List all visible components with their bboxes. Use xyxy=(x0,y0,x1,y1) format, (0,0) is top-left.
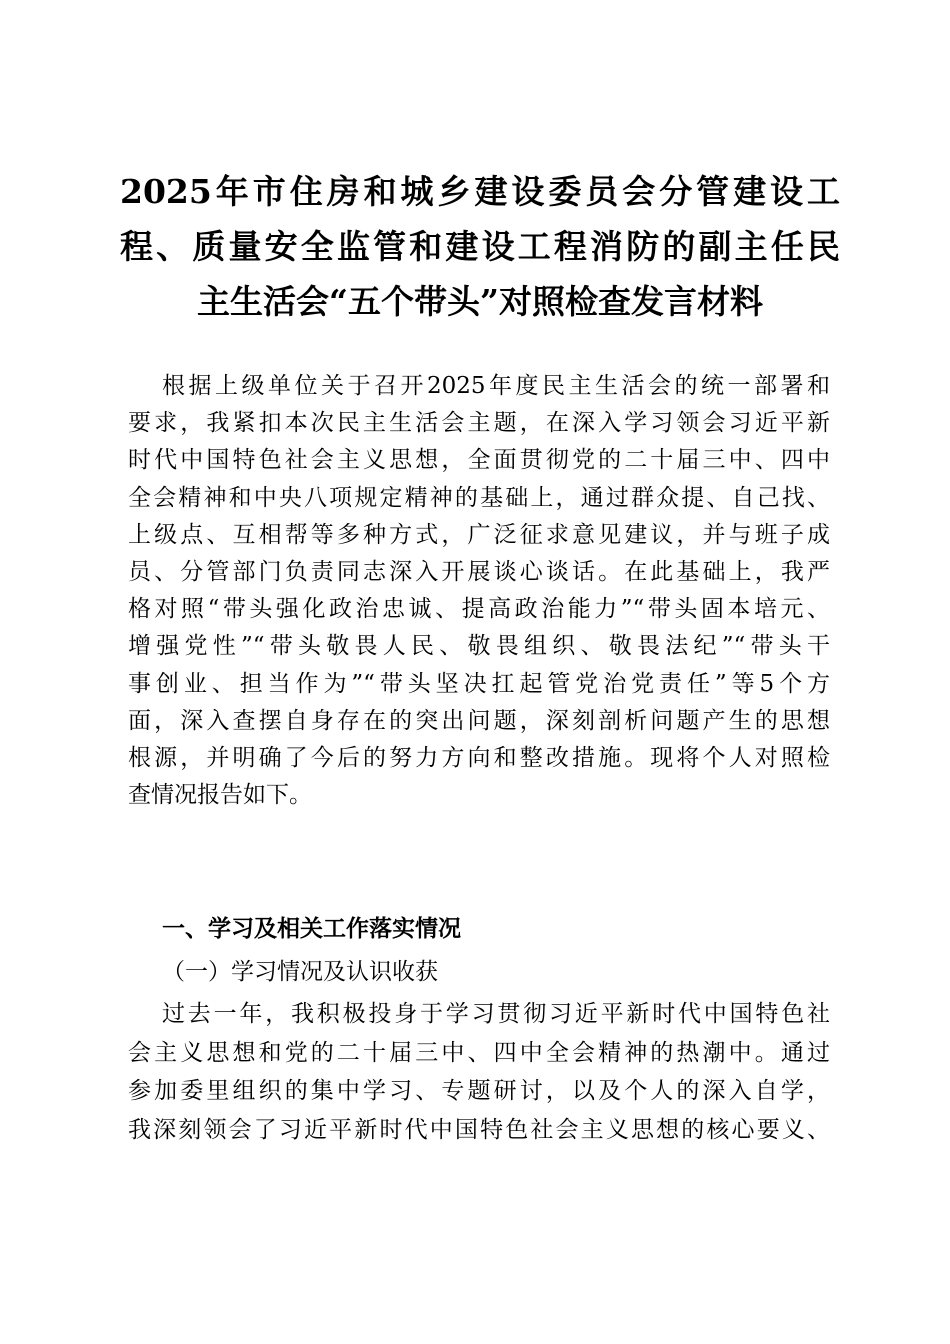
text-line: 根源，并明确了今后的努力方向和整改措施。现将个人对照检 xyxy=(128,744,830,771)
text-line: 过去一年，我积极投身于学习贯彻习近平新时代中国特色社 xyxy=(162,1001,830,1027)
section-heading: 一、学习及相关工作落实情况 xyxy=(162,916,461,942)
text-line: 全会精神和中央八项规定精神的基础上，通过群众提、自己找、 xyxy=(128,484,830,511)
text-line: 参加委里组织的集中学习、专题研讨，以及个人的深入自学， xyxy=(128,1078,830,1104)
title-line: 主生活会“五个带头”对照检查发言材料 xyxy=(197,282,763,321)
text-line: 格对照“带头强化政治忠诚、提高政治能力”“带头固本培元、 xyxy=(128,596,830,623)
intro-paragraph xyxy=(128,368,830,814)
text-line: 事创业、担当作为”“带头坚决扛起管党治党责任”等5个方 xyxy=(128,670,830,697)
subsection-heading: （一）学习情况及认识收获 xyxy=(162,959,438,985)
text-line: 上级点、互相帮等多种方式，广泛征求意见建议，并与班子成 xyxy=(128,521,830,548)
title-line: 2025年市住房和城乡建设委员会分管建设工 xyxy=(120,172,840,211)
text-line: 要求，我紧扣本次民主生活会主题，在深入学习领会习近平新 xyxy=(128,410,830,437)
text-line: 会主义思想和党的二十届三中、四中全会精神的热潮中。通过 xyxy=(128,1039,830,1066)
text-line: 我深刻领会了习近平新时代中国特色社会主义思想的核心要义、 xyxy=(128,1116,830,1143)
text-line: 增强党性”“带头敬畏人民、敬畏组织、敬畏法纪”“带头干 xyxy=(128,633,830,660)
section-headings xyxy=(128,908,830,994)
text-line: 时代中国特色社会主义思想，全面贯彻党的二十届三中、四中 xyxy=(128,447,830,474)
text-line: 查情况报告如下。 xyxy=(128,782,312,809)
text-line: 面，深入查摆自身存在的突出问题，深刻剖析问题产生的思想 xyxy=(128,707,830,734)
document-title xyxy=(120,164,840,329)
text-line: 员、分管部门负责同志深入开展谈心谈话。在此基础上，我严 xyxy=(128,558,830,585)
title-line: 程、质量安全监管和建设工程消防的副主任民 xyxy=(120,227,840,266)
study-paragraph xyxy=(128,995,830,1149)
text-line: 根据上级单位关于召开2025年度民主生活会的统一部署和 xyxy=(162,373,830,399)
